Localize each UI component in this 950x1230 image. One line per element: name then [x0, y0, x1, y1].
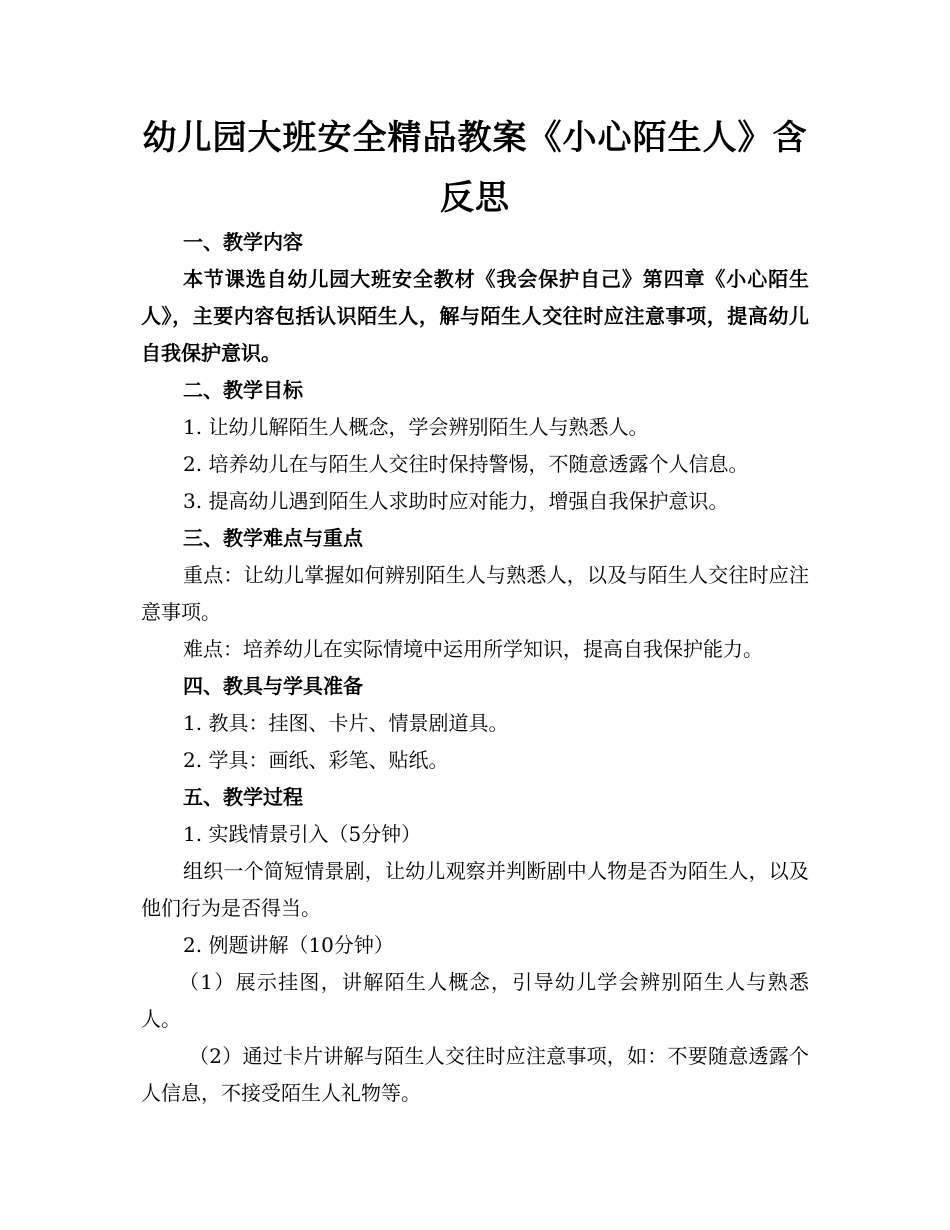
paragraph: 本节课选自幼儿园大班安全教材《我会保护自己》第四章《小心陌生人》，主要内容包括认识陌生人，解与陌生人交往时应注意事项，提高幼儿自我保护意识。 [141, 267, 809, 365]
paragraph: （2）通过卡片讲解与陌生人交往时应注意事项，如：不要随意透露个人信息，不接受陌生人礼物等。 [141, 1044, 809, 1105]
section-heading: 五、教学过程 [183, 785, 303, 809]
list-item: 3. 提高幼儿遇到陌生人求助时应对能力，增强自我保护意识。 [183, 489, 729, 513]
list-item: 2. 学具：画纸、彩笔、贴纸。 [183, 748, 449, 772]
document-body [141, 224, 809, 1112]
paragraph: 难点：培养幼儿在实际情境中运用所学知识，提高自我保护能力。 [183, 637, 763, 661]
paragraph: 组织一个简短情景剧，让幼儿观察并判断剧中人物是否为陌生人，以及他们行为是否得当。 [141, 859, 809, 920]
list-item: 1. 让幼儿解陌生人概念，学会辨别陌生人与熟悉人。 [183, 415, 649, 439]
section-heading: 四、教具与学具准备 [183, 674, 363, 698]
list-item: 1. 实践情景引入（5分钟） [183, 822, 422, 846]
section-heading: 三、教学难点与重点 [183, 526, 363, 550]
paragraph: 重点：让幼儿掌握如何辨别陌生人与熟悉人，以及与陌生人交往时应注意事项。 [141, 563, 809, 624]
list-item: 1. 教具：挂图、卡片、情景剧道具。 [183, 711, 509, 735]
paragraph: （1）展示挂图，讲解陌生人概念，引导幼儿学会辨别陌生人与熟悉人。 [141, 970, 809, 1031]
list-item: 2. 例题讲解（10分钟） [183, 933, 394, 957]
section-heading: 一、教学内容 [183, 230, 303, 254]
section-heading: 二、教学目标 [183, 378, 303, 402]
list-item: 2. 培养幼儿在与陌生人交往时保持警惕，不随意透露个人信息。 [183, 452, 749, 476]
document-title: 幼儿园大班安全精品教案《小心陌生人》含反思 [142, 118, 808, 218]
